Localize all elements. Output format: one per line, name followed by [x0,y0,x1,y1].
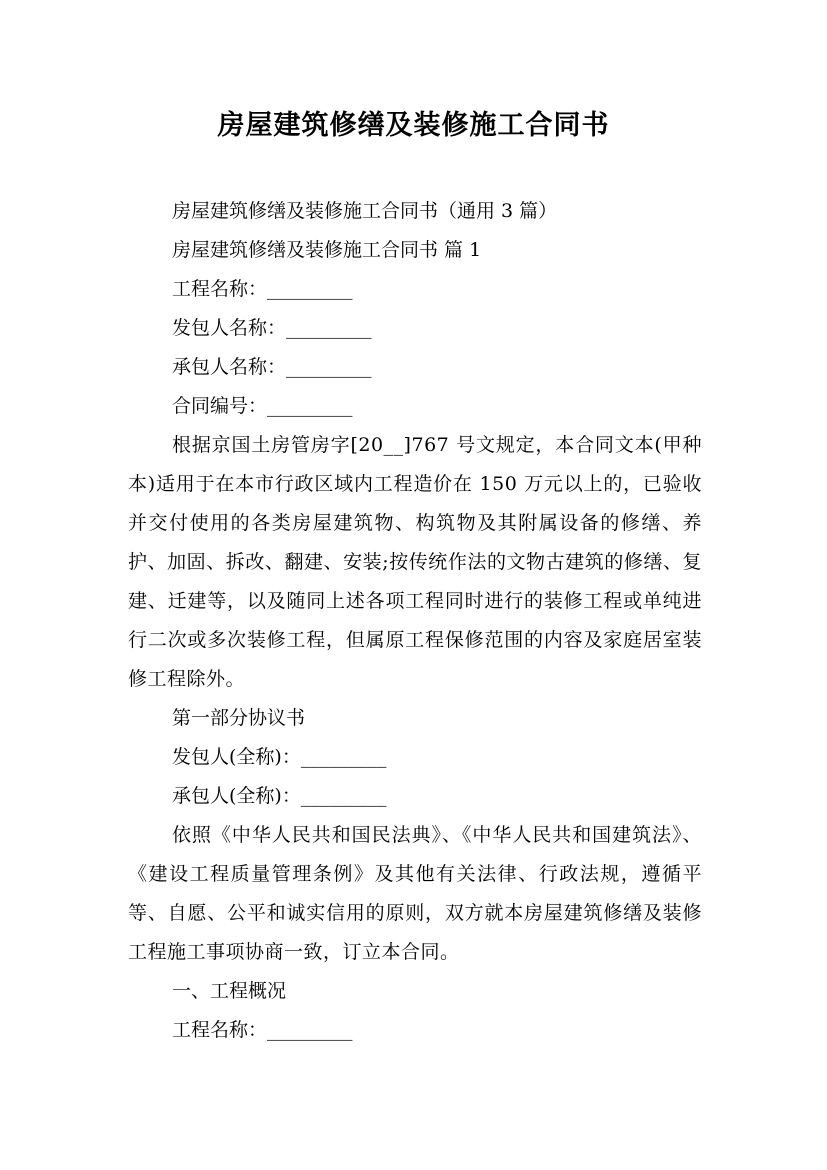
field-project-name-2: 工程名称：_________ [172,1019,353,1041]
field-employer-name: 发包人名称：_________ [172,317,372,339]
field-project-name: 工程名称：_________ [172,278,353,300]
paragraph-scope: 根据京国土房管房字[20__]767 号文规定，本合同文本(甲种本)适用于在本市行政区域内工程造价在 150 万元以上的，已验收并交付使用的各类房屋建筑物、构筑物及其附属设备的修缮、养护、加固、拆改、翻建、安装;按传统作法的文物古建筑的修缮、复建、迁建等，以及随同上述各项工程同时进行的装修工程或单纯进行二次或多次装修工程，但属原工程保修范围的内容及家庭居室装修工程除外。 [128,434,702,690]
field-contractor-full-name: 承包人(全称)：_________ [172,785,387,807]
paragraph-legal-basis: 依照《中华人民共和国民法典》、《中华人民共和国建筑法》、《建设工程质量管理条例》及其他有关法律、行政法规，遵循平等、自愿、公平和诚实信用的原则，双方就本房屋建筑修缮及装修工程施工事项协商一致，订立本合同。 [128,824,702,963]
section-heading: 房屋建筑修缮及装修施工合同书 篇 1 [172,239,482,261]
field-employer-full-name: 发包人(全称)：_________ [172,746,387,768]
document-body [128,192,702,1050]
part-heading: 第一部分协议书 [172,707,306,729]
field-contractor-name: 承包人名称：_________ [172,356,372,378]
document-subtitle: 房屋建筑修缮及装修施工合同书（通用 3 篇） [172,200,558,222]
document-title: 房屋建筑修缮及装修施工合同书 [217,110,610,141]
field-contract-number: 合同编号：_________ [172,395,353,417]
section-one-heading: 一、工程概况 [172,980,287,1002]
